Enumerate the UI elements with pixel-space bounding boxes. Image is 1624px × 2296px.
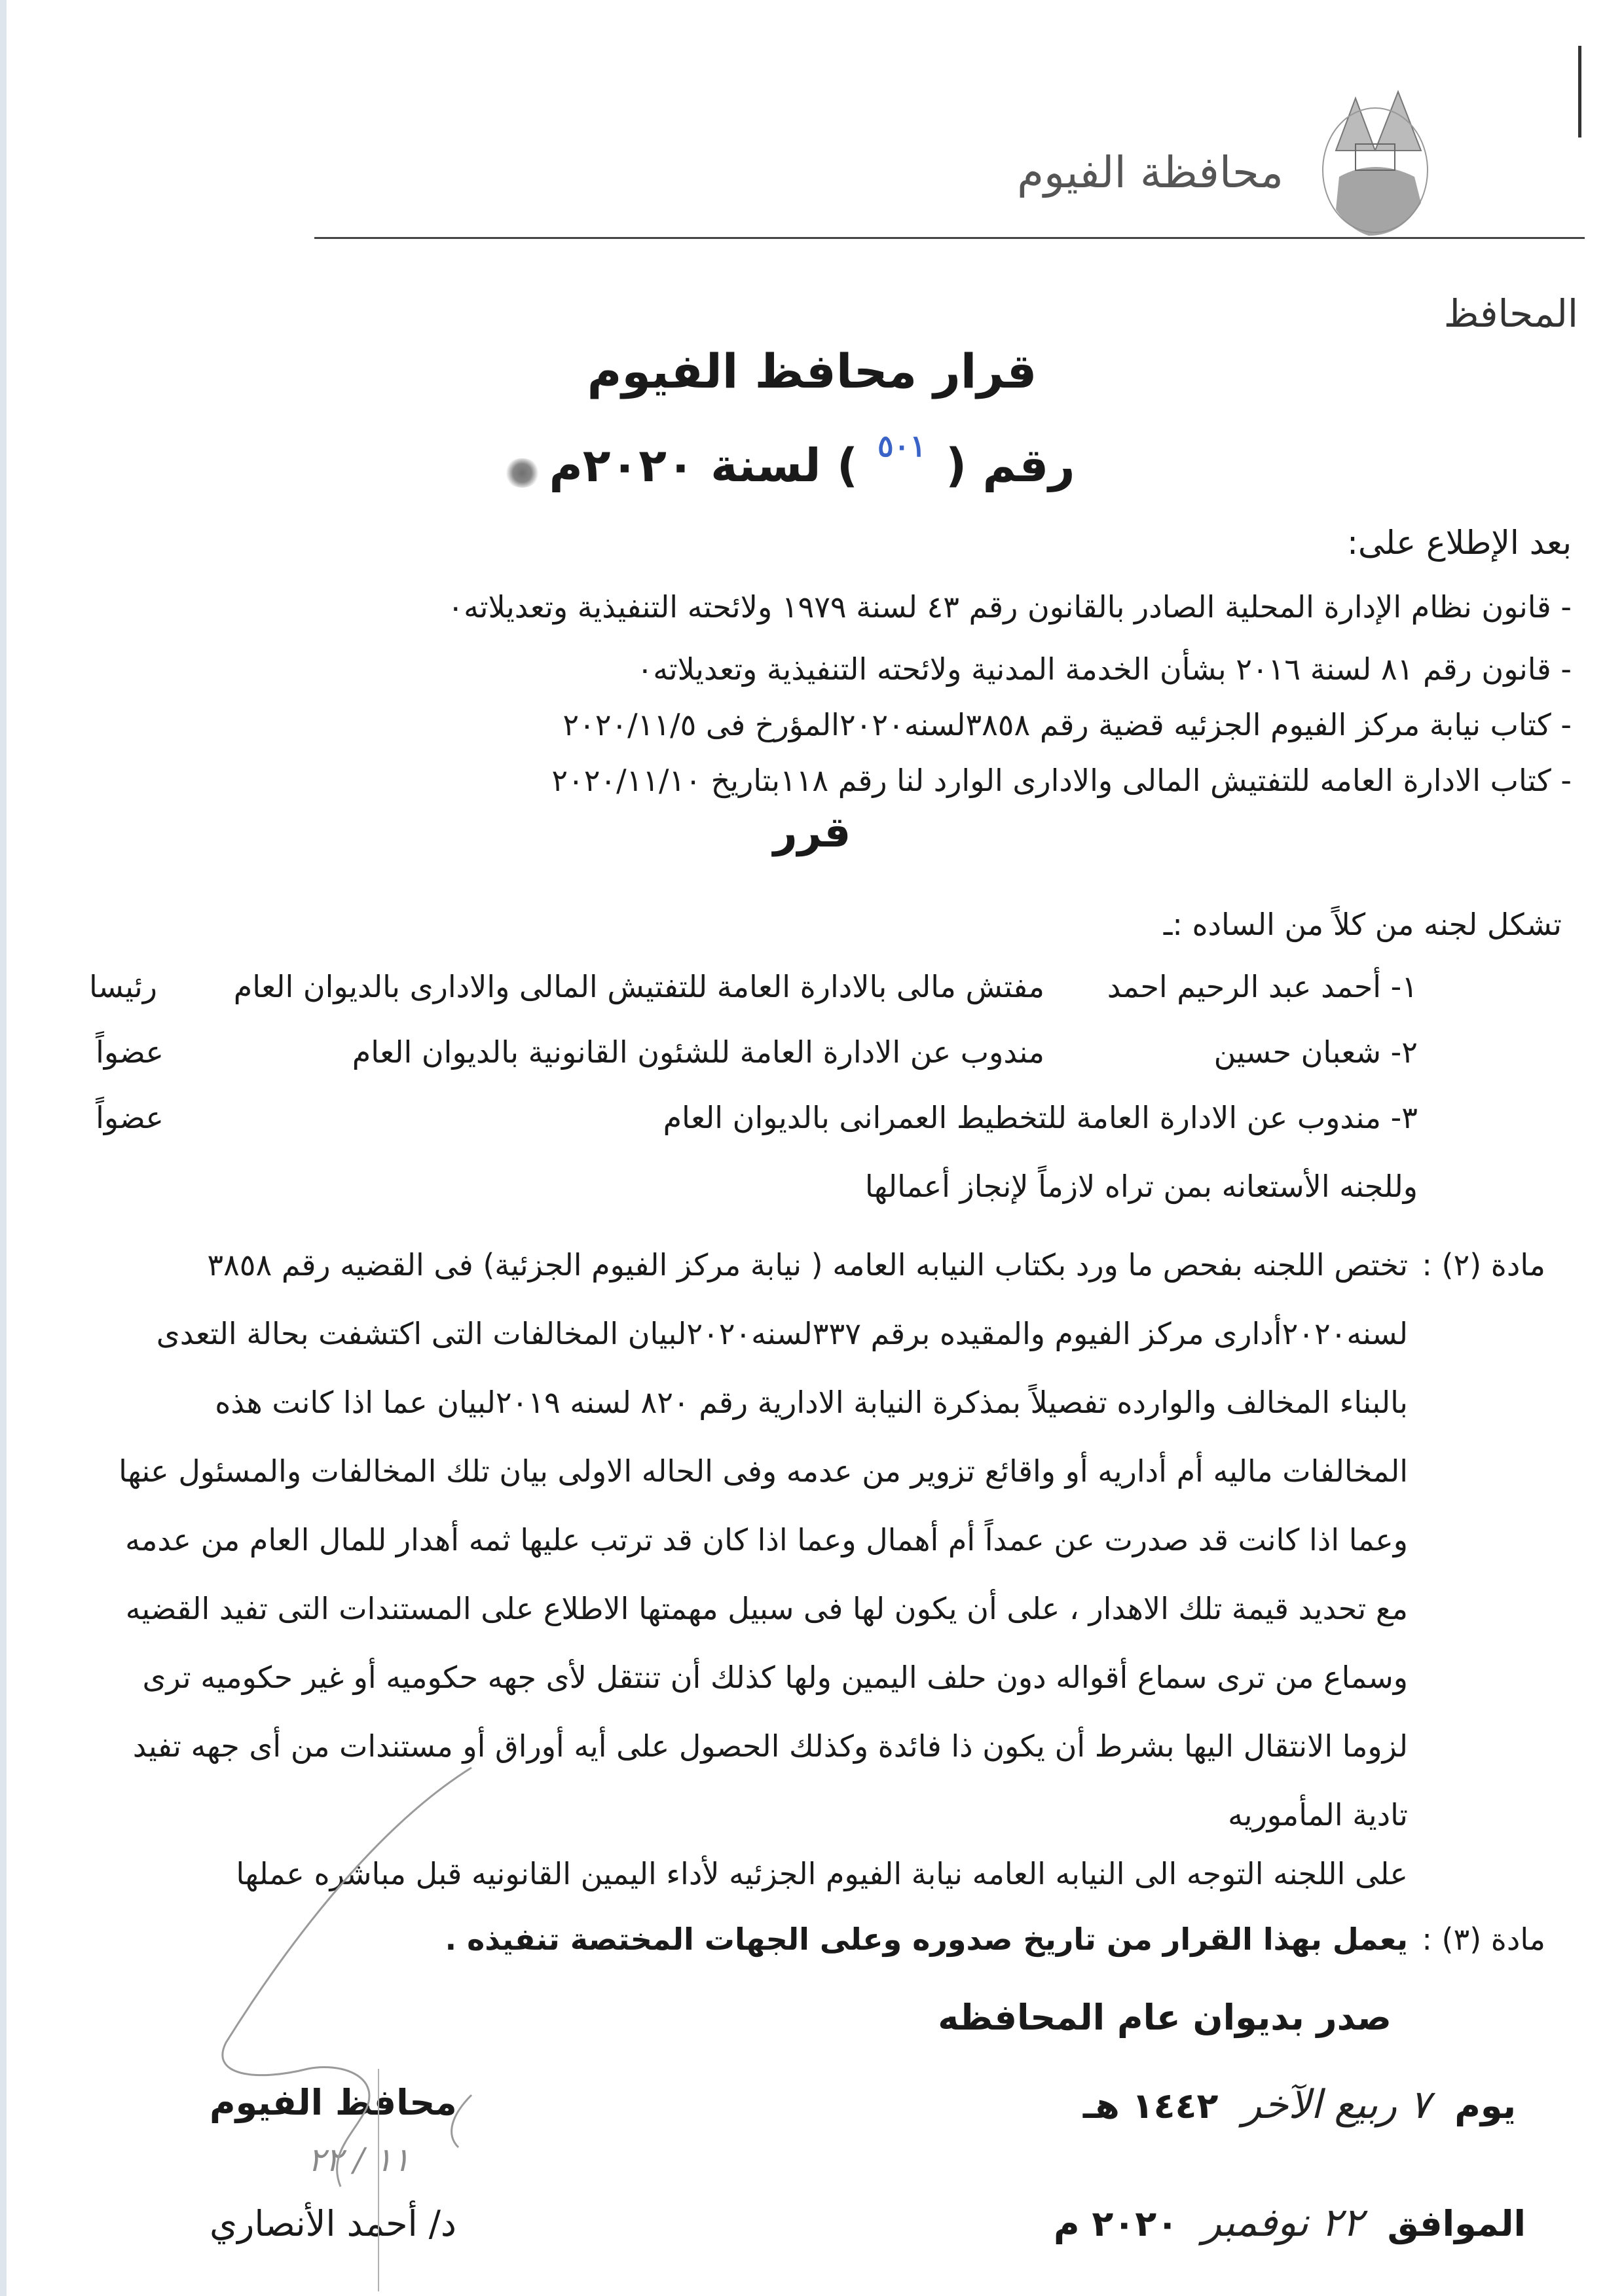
member-name: ٣- مندوب عن الادارة العامة للتخطيط العمرانى بالديوان العام bbox=[663, 1100, 1418, 1135]
ink-blot bbox=[504, 458, 540, 488]
decree-title: قرار محافظ الفيوم bbox=[587, 344, 1037, 399]
member-role: عضواً bbox=[96, 1034, 164, 1070]
article2-line: وسماع من ترى سماع أقواله دون حلف اليمين ولها كذلك أن تنتقل لأى جهه حكوميه أو غير حكوميه ترى bbox=[142, 1660, 1408, 1695]
article2-line: مع تحديد قيمة تلك الاهدار ، على أن يكون لها فى سبيل مهمتها الاطلاع على المستندات التى تفيد القضيه bbox=[125, 1591, 1408, 1626]
preamble-item: - كتاب الادارة العامه للتفتيش المالى والادارى الوارد لنا رقم ١١٨بتاريخ ٢٠٢٠/١١/١٠ bbox=[551, 763, 1572, 798]
preamble-item: - كتاب نيابة مركز الفيوم الجزئيه قضية رقم ٣٨٥٨لسنه٢٠٢٠المؤرخ فى ٢٠٢٠/١١/٥ bbox=[563, 707, 1572, 742]
article2-line: لزوما الانتقال اليها بشرط أن يكون ذا فائدة وكذلك الحصول على أيه أوراق أو مستندات من أى جهه تفيد bbox=[132, 1728, 1408, 1764]
decree-number: ٥٠١ bbox=[877, 428, 927, 464]
member-position: مفتش مالى بالادارة العامة للتفتيش المالى والادارى بالديوان العام bbox=[233, 969, 1044, 1004]
article2-line: بالبناء المخالف والوارده تفصيلاً بمذكرة النيابة الادارية رقم ٨٢٠ لسنه ٢٠١٩لبيان عما اذا كانت هذه bbox=[215, 1385, 1408, 1420]
signatory-name: د/ أحمد الأنصاري bbox=[210, 2203, 456, 2244]
greg-prefix: الموافق bbox=[1387, 2203, 1526, 2244]
member-position: مندوب عن الادارة العامة للشئون القانونية بالديوان العام bbox=[352, 1034, 1044, 1070]
number-prefix: رقم ( bbox=[946, 439, 1075, 492]
article3-label: مادة (٣) : bbox=[1422, 1922, 1545, 1957]
preamble-item: - قانون نظام الإدارة المحلية الصادر بالقانون رقم ٤٣ لسنة ١٩٧٩ ولائحته التنفيذية وتعديلاته٠ bbox=[447, 589, 1572, 625]
preamble-intro: بعد الإطلاع على: bbox=[1347, 524, 1572, 562]
article3-text: يعمل بهذا القرار من تاريخ صدوره وعلى الجهات المختصة تنفيذه . bbox=[445, 1922, 1408, 1957]
article2-line: تادية المأموريه bbox=[1228, 1797, 1408, 1832]
header-divider bbox=[314, 237, 1585, 239]
gregorian-date bbox=[1054, 2200, 1526, 2246]
issued-at: صدر بديوان عام المحافظه bbox=[938, 1997, 1392, 2038]
member-name: ١- أحمد عبد الرحيم احمد bbox=[1107, 969, 1418, 1004]
logo-caption: محافظة الفيوم bbox=[1017, 147, 1283, 198]
article2-line: وعما اذا كانت قد صدرت عن عمداً أم أهمال وعما اذا كان قد ترتب عليها ثمه أهدار للمال العام من عدمه bbox=[125, 1522, 1408, 1558]
hijri-year: ١٤٤٢ هـ bbox=[1082, 2085, 1219, 2126]
office-label: المحافظ bbox=[1443, 291, 1578, 336]
member-role: رئيسا bbox=[89, 969, 157, 1004]
article2-label: مادة (٢) : bbox=[1422, 1247, 1545, 1283]
hijri-prefix: يوم bbox=[1454, 2085, 1516, 2126]
decree-number-line bbox=[0, 428, 1624, 492]
greg-year: ٢٠٢٠ م bbox=[1053, 2203, 1179, 2244]
number-suffix: ) لسنة ٢٠٢٠م bbox=[549, 439, 858, 492]
signature-initials: ١١ / ٢٢ bbox=[308, 2141, 411, 2179]
article2-line: المخالفات ماليه أم أداريه أو واقائع تزوير من عدمه وفى الحاله الاولى بيان تلك المخالفات والمسئول عنها bbox=[119, 1453, 1408, 1489]
hijri-date bbox=[1083, 2082, 1516, 2128]
signatory-title: محافظ الفيوم bbox=[210, 2082, 457, 2123]
governorate-emblem-icon bbox=[1310, 79, 1441, 242]
article2-line: لسنه٢٠٢٠أدارى مركز الفيوم والمقيده برقم ٣٣٧لسنه٢٠٢٠لبيان المخالفات التى اكتشفت بحالة التعدى bbox=[156, 1316, 1408, 1351]
committee-intro: تشكل لجنه من كلاً من الساده :ـ bbox=[1163, 907, 1562, 942]
committee-assist: وللجنه الأستعانه بمن تراه لازماً لإنجاز أعمالها bbox=[864, 1169, 1418, 1204]
member-name: ٢- شعبان حسين bbox=[1213, 1034, 1418, 1070]
preamble-item: - قانون رقم ٨١ لسنة ٢٠١٦ بشأن الخدمة المدنية ولائحته التنفيذية وتعديلاته٠ bbox=[637, 651, 1572, 687]
article2-line: تختص اللجنه بفحص ما ورد بكتاب النيابه العامه ( نيابة مركز الفيوم الجزئية) فى القضيه رقم ٣٨٥٨ bbox=[207, 1247, 1408, 1283]
member-role: عضواً bbox=[96, 1100, 164, 1135]
article2-oath: على اللجنه التوجه الى النيابه العامه نيابة الفيوم الجزئيه لأداء اليمين القانونيه قبل مباشره عملها bbox=[236, 1856, 1408, 1891]
decision-heading: قرر bbox=[773, 809, 851, 857]
hijri-day-month: ٧ ربيع الآخر bbox=[1242, 2082, 1431, 2128]
margin-mark bbox=[1578, 46, 1581, 137]
greg-day-month: ٢٢ نوفمبر bbox=[1202, 2200, 1363, 2246]
